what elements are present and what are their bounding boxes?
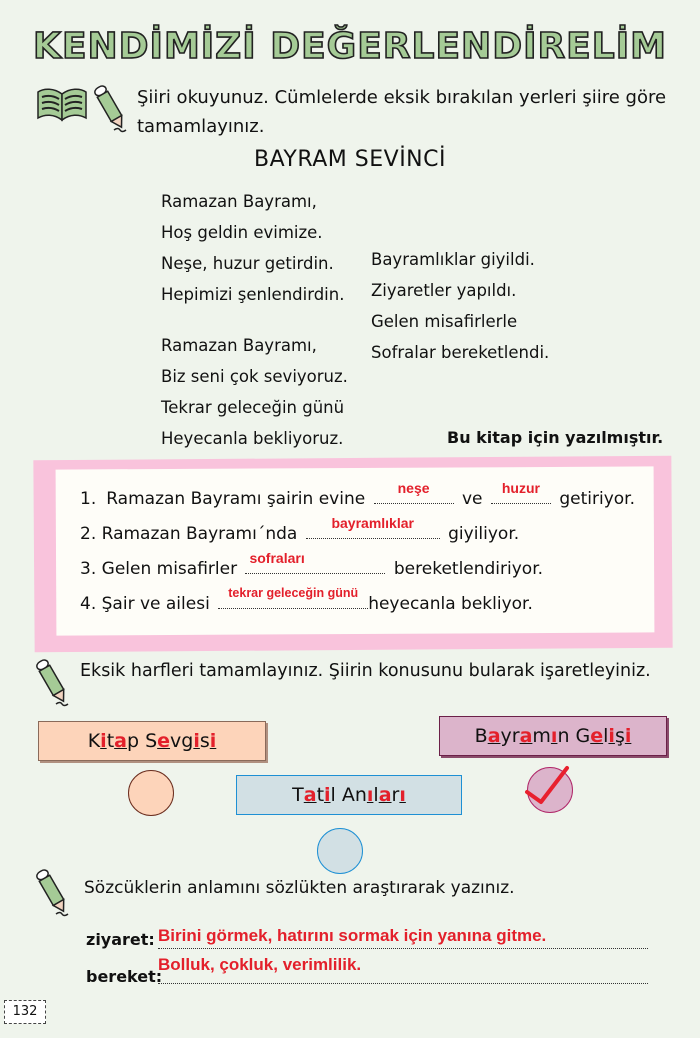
answer-text: sofraları: [249, 550, 305, 566]
poem-line: Sofralar bereketlendi.: [371, 343, 550, 362]
question-2: 2. Ramazan Bayramı´nda bayramlıklar giyiliyor.: [80, 517, 635, 552]
question-number: 4.: [80, 594, 97, 614]
blank-3[interactable]: [245, 550, 385, 574]
pencil-icon: [36, 656, 70, 710]
topic-letters: Kitap Sevgisi: [87, 730, 217, 752]
definition-input[interactable]: [158, 955, 648, 984]
pencil-icon: [94, 82, 128, 136]
question-4: 4. Şair ve ailesi tekrar geleceğin günü heyecanla bekliyor.: [80, 587, 635, 622]
page-title: KENDİMİZİ DEĞERLENDİRELİM: [33, 26, 667, 67]
poem-right-column: [371, 244, 549, 368]
poem-title: BAYRAM SEVİNCİ: [253, 147, 446, 172]
topic-letters: Tatil Anıları: [292, 784, 406, 806]
poem-line: Neşe, huzur getirdin.: [161, 254, 334, 273]
open-book-icon: [36, 86, 88, 122]
topic-circle-kitap-sevgisi[interactable]: [128, 770, 174, 816]
page-number: 132: [4, 1000, 46, 1024]
definition-ziyaret: [86, 924, 651, 952]
poem-line: Ziyaretler yapıldı.: [371, 281, 517, 300]
topic-letters: Bayramın Gelişi: [474, 725, 632, 747]
pencil-icon: [36, 866, 70, 920]
question-1: 1. Ramazan Bayramı şairin evine neşe ve huzur getiriyor.: [80, 482, 635, 517]
instruction-section2: Eksik harfleri tamamlayınız. Şiirin konusunu bularak işaretleyiniz.: [80, 661, 651, 681]
definition-input[interactable]: [158, 926, 648, 949]
answer-text: tekrar geleceğin günü: [228, 586, 359, 600]
instruction-line1: Şiiri okuyunuz. Cümlelerde eksik bırakılan yerleri şiire göre: [137, 87, 667, 108]
blank-2[interactable]: [306, 515, 440, 539]
poem-line: Biz seni çok seviyoruz.: [161, 367, 348, 386]
instruction-line2: tamamlayınız.: [137, 116, 265, 137]
topic-box-bayramin-gelisi: [439, 716, 667, 756]
poem-line: Ramazan Bayramı,: [161, 336, 317, 355]
topic-box-tatil-anilari: [236, 775, 462, 815]
answer-text: neşe: [397, 480, 430, 496]
questions-list: [80, 482, 635, 622]
blank-1b[interactable]: [491, 480, 551, 504]
checkmark-icon: [525, 764, 573, 808]
answer-text: bayramlıklar: [331, 515, 414, 531]
poem-credit: Bu kitap için yazılmıştır.: [447, 428, 664, 447]
poem-line: Bayramlıklar giyildi.: [371, 250, 535, 269]
question-number: 2.: [80, 524, 97, 544]
poem-line: Hepimizi şenlendirdin.: [161, 285, 345, 304]
question-number: 1.: [80, 489, 97, 509]
blank-1a[interactable]: [374, 480, 454, 504]
definition-word: ziyaret:: [86, 930, 155, 949]
definition-answer: Bolluk, çokluk, verimlilik.: [158, 955, 362, 974]
question-number: 3.: [80, 559, 97, 579]
definition-word: bereket:: [86, 967, 163, 986]
question-3: 3. Gelen misafirler sofraları bereketlendiriyor.: [80, 552, 635, 587]
poem-line: Heyecanla bekliyoruz.: [161, 429, 344, 448]
topic-box-kitap-sevgisi: [38, 721, 266, 761]
poem-line: Ramazan Bayramı,: [161, 192, 317, 211]
instruction-section1: [137, 83, 677, 141]
topic-circle-tatil-anilari[interactable]: [317, 828, 363, 874]
poem-line: Tekrar geleceğin günü: [161, 398, 345, 417]
blank-4[interactable]: [218, 588, 368, 609]
definition-answer: Birini görmek, hatırını sormak için yanına gitme.: [158, 926, 547, 945]
poem-line: Gelen misafirlerle: [371, 312, 518, 331]
instruction-section3: Sözcüklerin anlamını sözlükten araştırarak yazınız.: [84, 878, 515, 898]
answer-text: huzur: [501, 480, 540, 496]
poem-left-column: [161, 186, 348, 454]
definition-bereket: [86, 953, 651, 987]
poem-line: Hoş geldin evimize.: [161, 223, 323, 242]
poem-line: [161, 310, 348, 330]
